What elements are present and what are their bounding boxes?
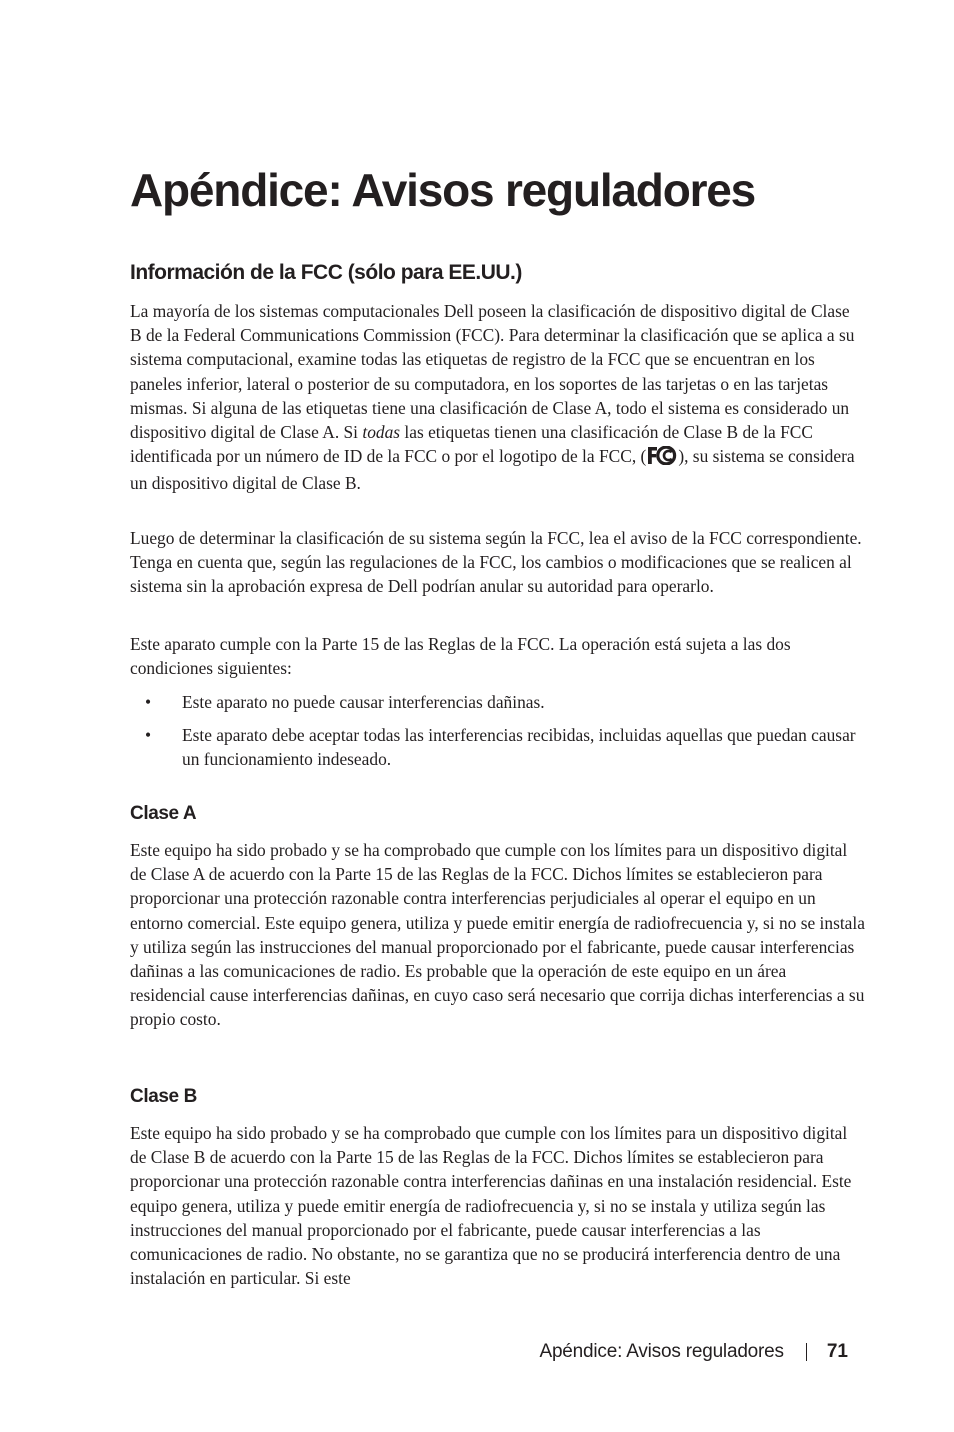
footer-title: Apéndice: Avisos reguladores: [539, 1341, 784, 1362]
clase-b-paragraph: [130, 1121, 865, 1290]
chapter-title: Apéndice: Avisos reguladores: [130, 164, 756, 216]
paragraph-text: La mayoría de los sistemas computacionales Dell poseen la clasificación de dispositivo digital de Clase B de la Federal Communications Commission (FCC). Para determinar la clasificación que se aplica a su sistema computacional, examine todas las etiquetas de registro de la FCC que se encuentran en los paneles inferior, lateral o posterior de su computadora, en los soportes de las tarjetas o en las tarjetas mismas. Si alguna de las etiquetas tiene una clasificación de Clase A, todo el sistema es considerado un dispositivo digital de Clase A. Si: [130, 301, 855, 443]
clase-a-paragraph: [130, 838, 865, 1032]
paragraph-text: Luego de determinar la clasificación de su sistema según la FCC, lea el aviso de la FCC correspondiente. Tenga en cuenta que, según las regulaciones de la FCC, los cambios o modificaciones que se realicen al sistema sin la aprobación expresa de Dell podrían anular su autoridad para operarlo.: [130, 528, 862, 597]
fcc-part15-paragraph: [130, 632, 865, 680]
section-heading-fcc: Información de la FCC (sólo para EE.UU.): [130, 261, 522, 284]
footer-divider: [806, 1343, 807, 1361]
bullet-text: Este aparato debe aceptar todas las interferencias recibidas, incluidas aquellas que puedan causar un funcionamiento indeseado.: [182, 725, 856, 770]
paragraph-text: Este equipo ha sido probado y se ha comprobado que cumple con los límites para un dispositivo digital de Clase B de acuerdo con la Parte 15 de las Reglas de la FCC. Dichos límites se establecieron para proporcionar una protección razonable contra interferencias dañinas en una instalación residencial. Este equipo genera, utiliza y puede emitir energía de radiofrecuencia y, si no se instala y utiliza según las instrucciones del manual proporcionado por el fabricante, puede causar interferencias a las comunicaciones de radio. No obstante, no se garantiza que no se producirá interferencia dentro de una instalación en particular. Si este: [130, 1123, 852, 1289]
paragraph-text: Este equipo ha sido probado y se ha comprobado que cumple con los límites para un dispositivo digital de Clase A de acuerdo con la Parte 15 de las Reglas de la FCC. Dichos límites se establecieron para proporcionar una protección razonable contra interferencias perjudiciales al operar el equipo en un entorno comercial. Este equipo genera, utiliza y puede emitir energía de radiofrecuencia y, si no se instala y utiliza según las instrucciones del manual proporcionado por el fabricante, puede causar interferencias dañinas a las comunicaciones de radio. Es probable que la operación de este equipo en un área residencial cause interferencias dañinas, en cuyo caso será necesario que corrija dichas interferencias a su propio costo.: [130, 840, 865, 1030]
bullet-icon: •: [145, 692, 152, 712]
paragraph-text: ), su sistema se considera un dispositivo digital de Clase B.: [130, 446, 855, 494]
bullet-text: Este aparato no puede causar interferencias dañinas.: [182, 692, 545, 712]
clase-b-heading: Clase B: [130, 1086, 197, 1107]
bullet-icon: •: [145, 725, 152, 745]
fcc-intro-paragraph: [130, 299, 865, 496]
page-footer: [539, 1338, 848, 1366]
clase-a-heading: Clase A: [130, 803, 197, 824]
paragraph-text: Este aparato cumple con la Parte 15 de las Reglas de la FCC. La operación está sujeta a las dos condiciones siguientes:: [130, 634, 791, 679]
bullet-list-item: [130, 723, 865, 771]
paragraph-emphasis: todas: [362, 422, 401, 443]
fcc-notice-paragraph: [130, 526, 865, 599]
page-number: 71: [826, 1341, 848, 1362]
bullet-list-item: [130, 690, 865, 714]
fcc-logo-icon: [647, 446, 677, 471]
paragraph-text: las etiquetas tienen una clasificación de Clase B de la FCC identificada por un número de ID de la FCC o por el logotipo de la FCC, (: [130, 422, 813, 467]
